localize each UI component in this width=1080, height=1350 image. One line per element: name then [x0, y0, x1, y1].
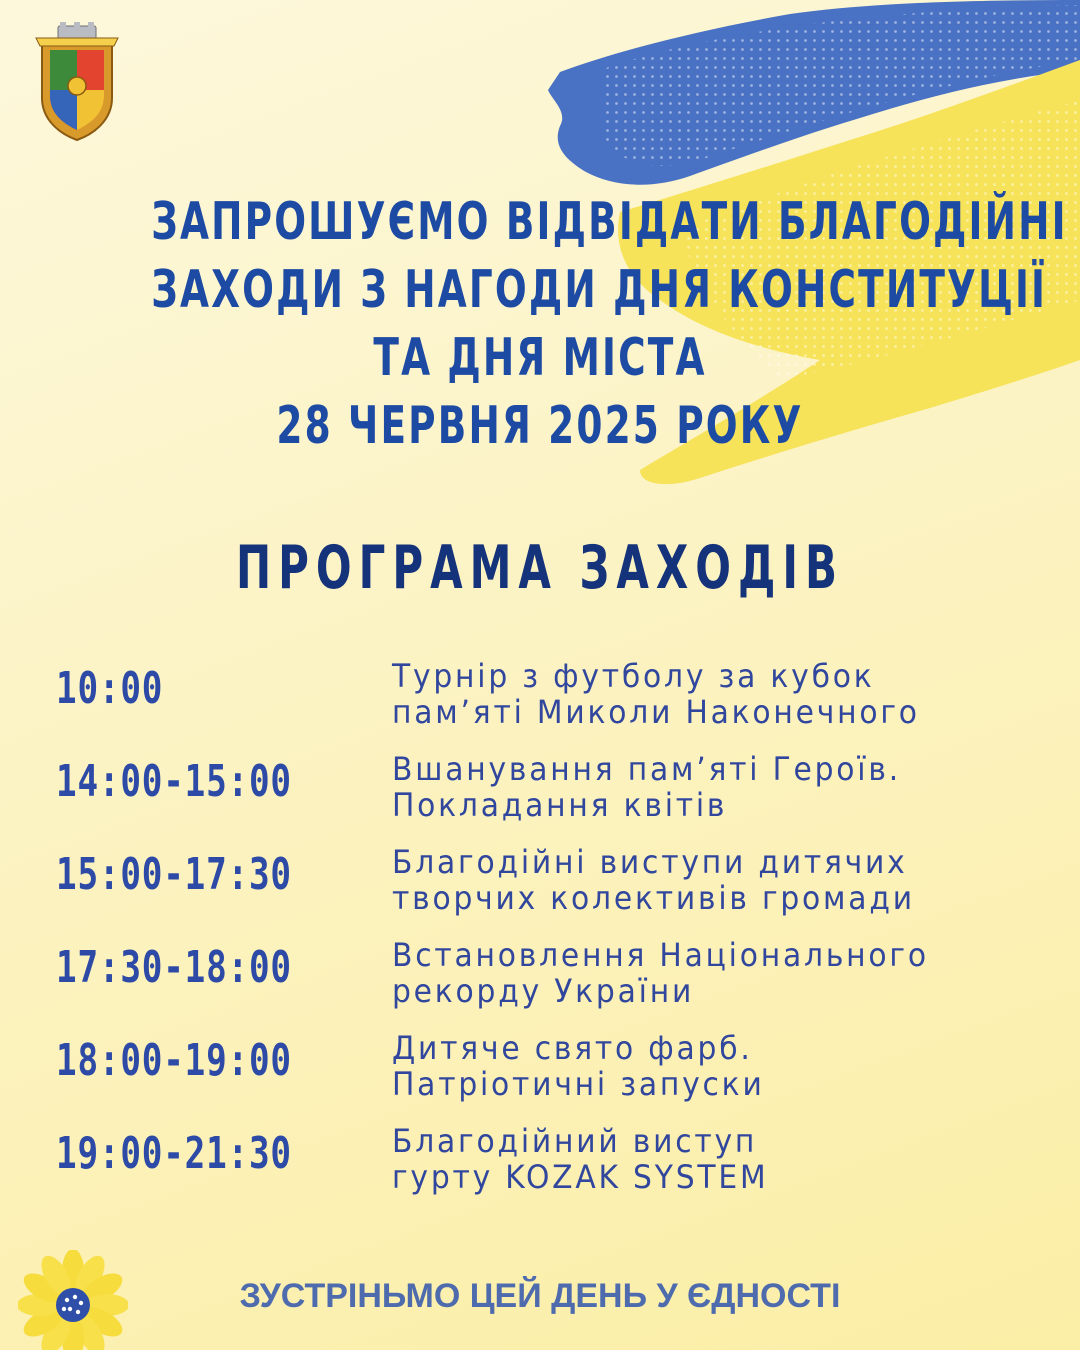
schedule-description — [392, 658, 1042, 730]
schedule-description-line: гурту KOZAK SYSTEM — [392, 1158, 769, 1196]
schedule-description-line: Вшанування пам’яті Героїв. — [392, 750, 901, 788]
schedule-time: 18:00-19:00 — [56, 1035, 292, 1086]
schedule-description-line: творчих колективів громади — [392, 879, 915, 917]
schedule-description — [392, 751, 1042, 823]
schedule-description-line: пам’яті Миколи Наконечного — [392, 693, 920, 731]
schedule-description-line: Покладання квітів — [392, 786, 728, 824]
schedule-description-line: Благодійний виступ — [392, 1122, 758, 1160]
schedule-time: 14:00-15:00 — [56, 756, 292, 807]
heading-line-1: ЗАПРОШУЄМО ВІДВІДАТИ БЛАГОДІЙНІ — [151, 192, 1068, 252]
schedule-time: 10:00 — [56, 663, 164, 714]
schedule-time: 15:00-17:30 — [56, 849, 292, 900]
schedule-description-line: Турнір з футболу за кубок — [392, 657, 875, 695]
schedule-row — [56, 1028, 1046, 1121]
heading-line-3: ТА ДНЯ МІСТА — [373, 328, 707, 388]
footer-slogan: ЗУСТРІНЬМО ЦЕЙ ДЕНЬ У ЄДНОСТІ — [239, 1277, 841, 1315]
invitation-heading — [151, 188, 1068, 460]
schedule-time: 17:30-18:00 — [56, 942, 292, 993]
schedule-row — [56, 1121, 1046, 1214]
schedule-description-line: Дитяче свято фарб. — [392, 1029, 753, 1067]
schedule-description — [392, 1030, 1042, 1102]
schedule-list — [56, 656, 1046, 1214]
schedule-description — [392, 844, 1042, 916]
schedule-description-line: рекорду України — [392, 972, 695, 1010]
schedule-description-line: Благодійні виступи дитячих — [392, 843, 908, 881]
schedule-description-line: Встановлення Національного — [392, 936, 929, 974]
schedule-row — [56, 935, 1046, 1028]
program-title: ПРОГРАМА ЗАХОДІВ — [235, 533, 845, 603]
schedule-row — [56, 749, 1046, 842]
heading-line-2: ЗАХОДИ З НАГОДИ ДНЯ КОНСТИТУЦІЇ — [151, 260, 1048, 320]
schedule-description — [392, 937, 1042, 1009]
city-coat-of-arms-icon — [32, 20, 122, 142]
schedule-description — [392, 1123, 1042, 1195]
heading-date: 28 ЧЕРВНЯ 2025 РОКУ — [276, 396, 804, 456]
schedule-row — [56, 842, 1046, 935]
schedule-time: 19:00-21:30 — [56, 1128, 292, 1179]
schedule-description-line: Патріотичні запуски — [392, 1065, 765, 1103]
schedule-row — [56, 656, 1046, 749]
